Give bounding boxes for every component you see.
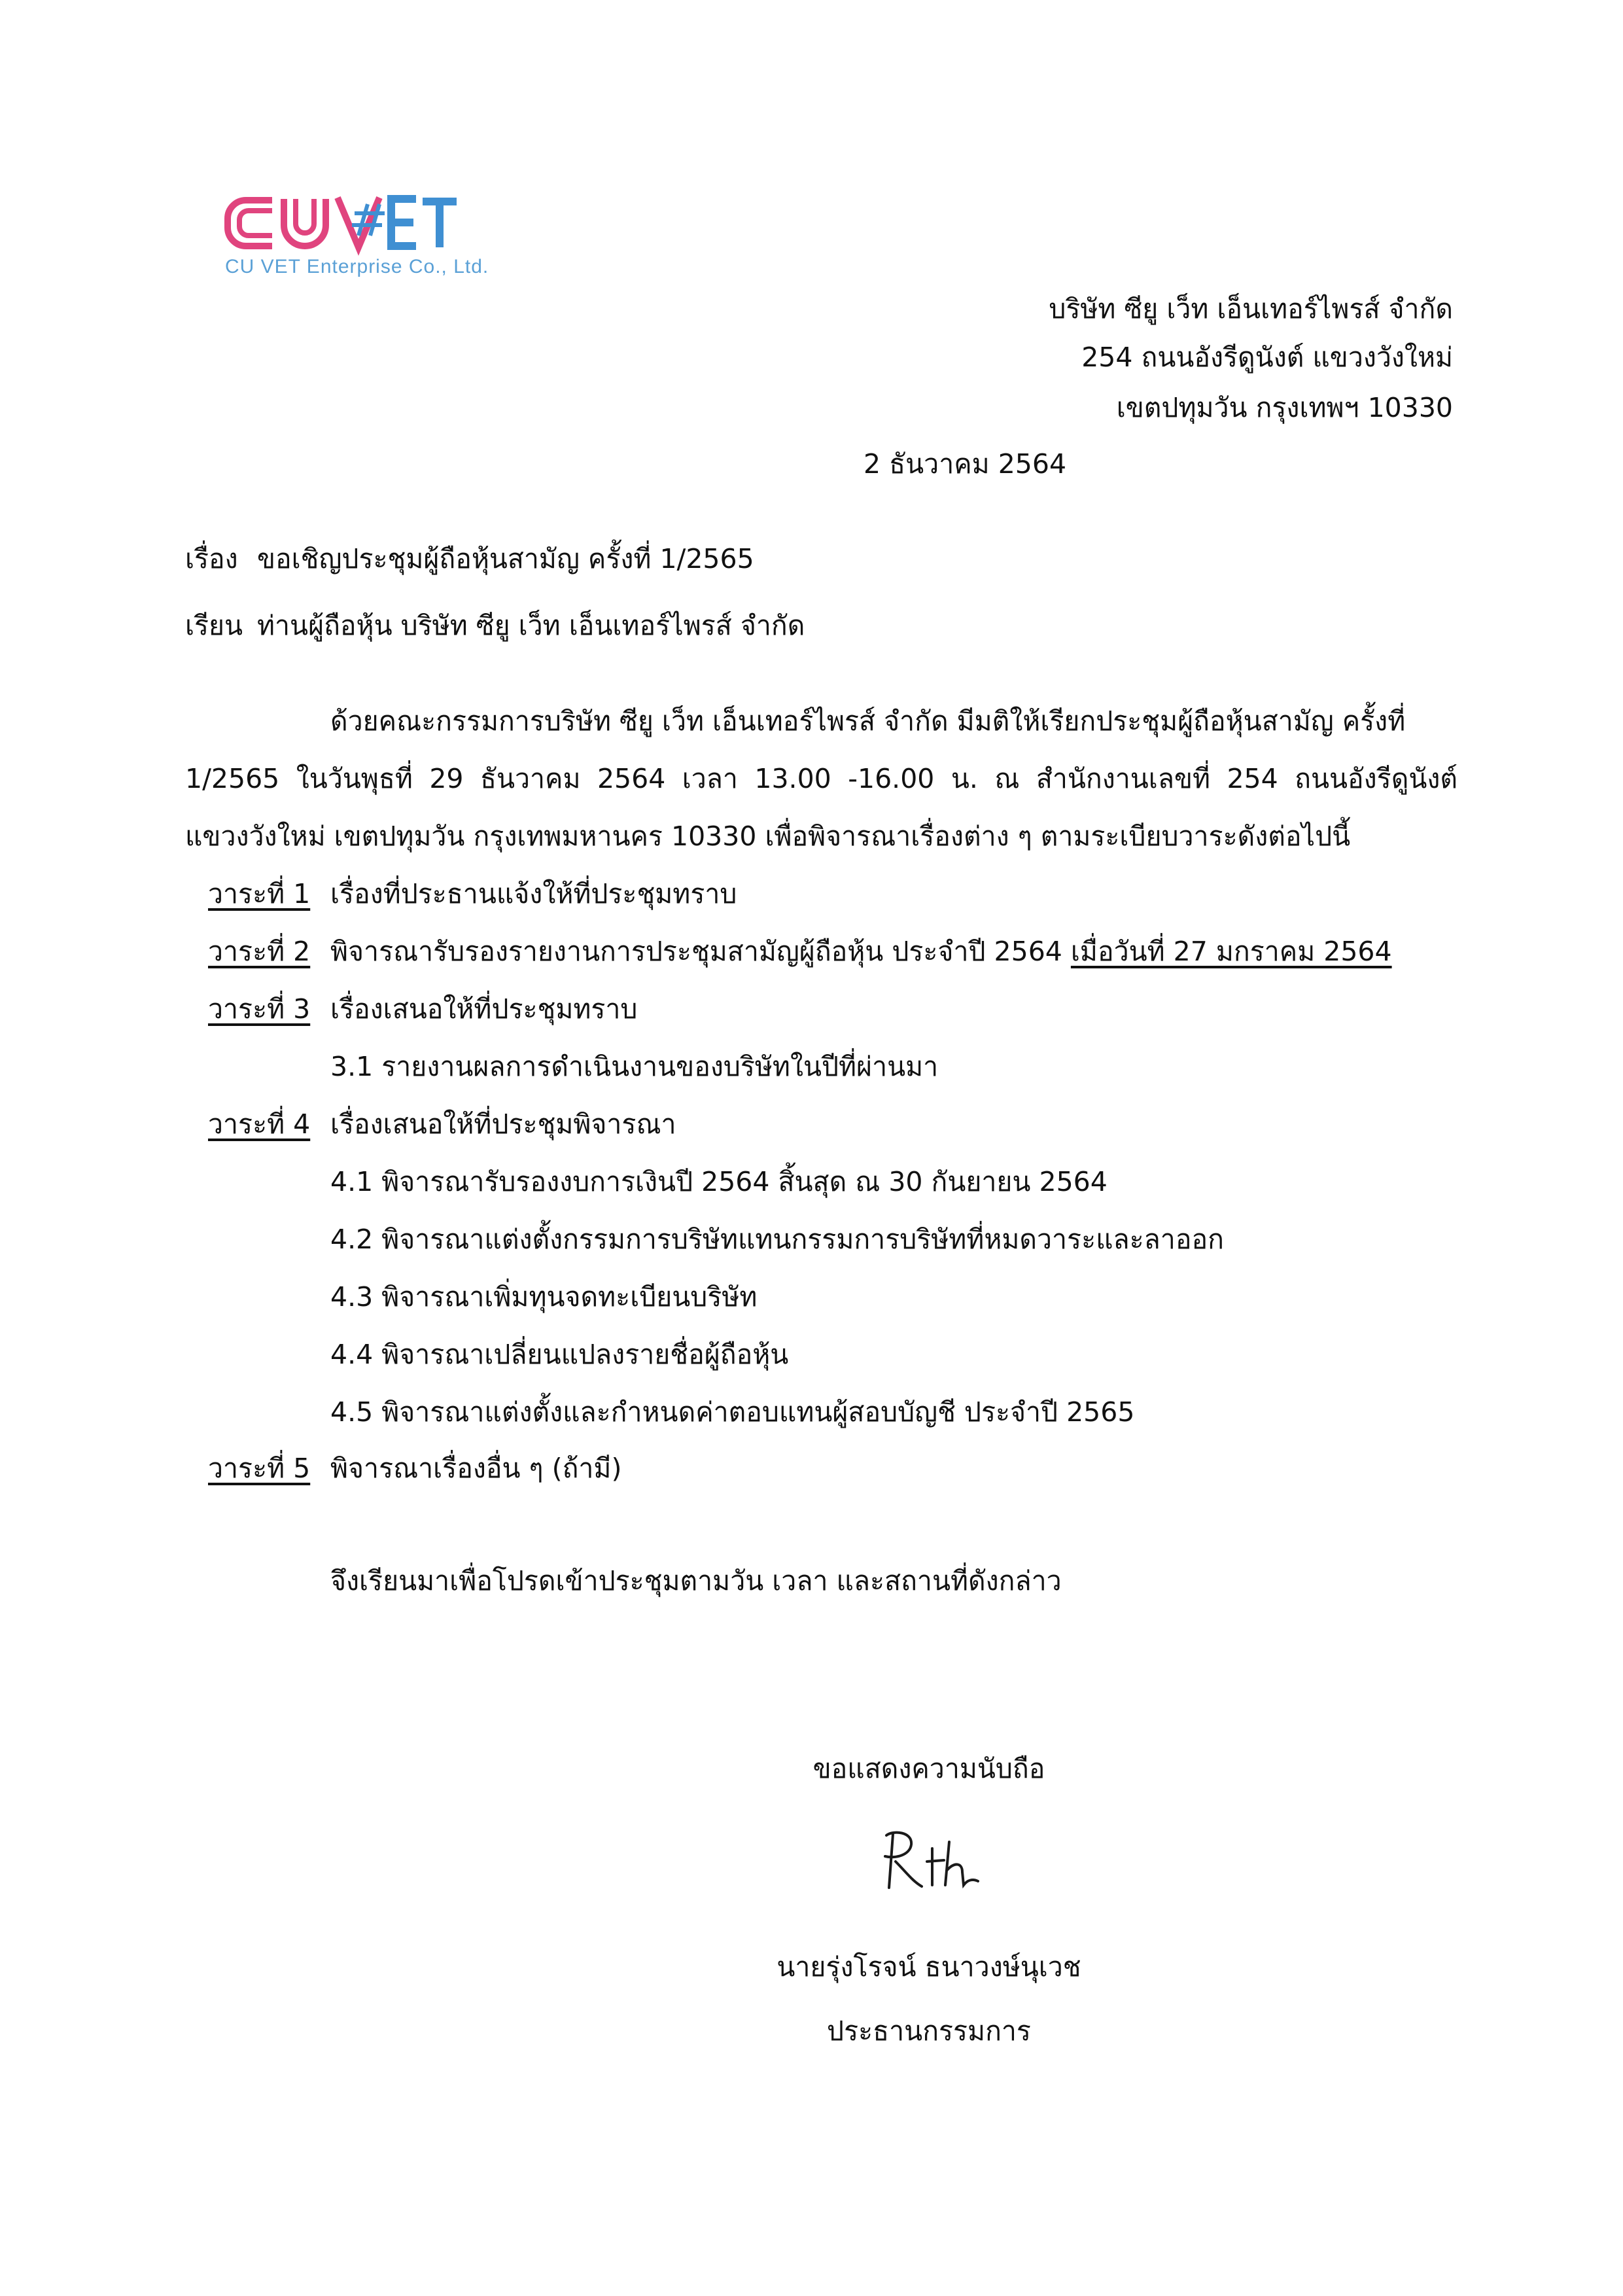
agenda-4-sub-item-4: 4.4 พิจารณาเปลี่ยนแปลงรายชื่อผู้ถือหุ้น (330, 1339, 789, 1370)
subject-label: เรื่อง (185, 543, 238, 574)
sender-address-line-3: เขตปทุมวัน กรุงเทพฯ 10330 (1116, 392, 1453, 423)
sender-address-line-2: 254 ถนนอังรีดูนังต์ แขวงวังใหม่ (1081, 342, 1453, 373)
body-paragraph-line-3: แขวงวังใหม่ เขตปทุมวัน กรุงเทพมหานคร 10330 เพื่อพิจารณาเรื่องต่าง ๆ ตามระเบียบวาระดังต่อไปนี้ (185, 821, 1351, 852)
subject-line (185, 542, 754, 576)
agenda-1-label: วาระที่ 1 (208, 878, 311, 910)
company-logo-tagline: CU VET Enterprise Co., Ltd. (225, 256, 489, 277)
sender-address-line-1: บริษัท ซียู เว็ท เอ็นเทอร์ไพรส์ จำกัด (1049, 293, 1453, 325)
agenda-3-text: เรื่องเสนอให้ที่ประชุมทราบ (330, 993, 638, 1025)
agenda-5-label: วาระที่ 5 (208, 1453, 311, 1484)
letter-date: 2 ธันวาคม 2564 (864, 448, 1067, 480)
recipient-label: เรียน (185, 610, 243, 641)
closing-line: จึงเรียนมาเพื่อโปรดเข้าประชุมตามวัน เวลา และสถานที่ดังกล่าว (330, 1565, 1062, 1597)
agenda-2-text (330, 934, 1392, 969)
signer-title: ประธานกรรมการ (827, 2015, 1031, 2047)
agenda-5-text: พิจารณาเรื่องอื่น ๆ (ถ้ามี) (330, 1453, 622, 1484)
body-paragraph-line-2: 1/2565 ในวันพุธที่ 29 ธันวาคม 2564 เวลา 13.00 -16.00 น. ณ สำนักงานเลขที่ 254 ถนนอังรีดูนังต์ (185, 763, 1457, 794)
regards-text: ขอแสดงความนับถือ (812, 1753, 1045, 1784)
recipient-text: ท่านผู้ถือหุ้น บริษัท ซียู เว็ท เอ็นเทอร์ไพรส์ จำกัด (257, 610, 805, 641)
body-paragraph-line-1: ด้วยคณะกรรมการบริษัท ซียู เว็ท เอ็นเทอร์ไพรส์ จำกัด มีมติให้เรียกประชุมผู้ถือหุ้นสามัญ ครั้งที่ (330, 705, 1406, 737)
agenda-2-label: วาระที่ 2 (208, 936, 311, 967)
signature-image (867, 1822, 991, 1901)
agenda-2-underlined-date: เมื่อวันที่ 27 มกราคม 2564 (1070, 936, 1392, 967)
recipient-line (185, 609, 805, 643)
agenda-2-main-text: พิจารณารับรองรายงานการประชุมสามัญผู้ถือหุ้น ประจำปี 2564 (330, 936, 1071, 967)
agenda-4-sub-item-5: 4.5 พิจารณาแต่งตั้งและกำหนดค่าตอบแทนผู้สอบบัญชี ประจำปี 2565 (330, 1396, 1135, 1428)
agenda-1-text: เรื่องที่ประธานแจ้งให้ที่ประชุมทราบ (330, 878, 737, 910)
signer-name: นายรุ่งโรจน์ ธนาวงษ์นุเวช (777, 1951, 1081, 1983)
agenda-3-sub-item-1: 3.1 รายงานผลการดำเนินงานของบริษัทในปีที่ผ่านมา (330, 1051, 939, 1082)
agenda-4-label: วาระที่ 4 (208, 1108, 311, 1140)
agenda-4-sub-item-1: 4.1 พิจารณารับรองงบการเงินปี 2564 สิ้นสุด ณ 30 กันยายน 2564 (330, 1166, 1108, 1197)
subject-text: ขอเชิญประชุมผู้ถือหุ้นสามัญ ครั้งที่ 1/2565 (257, 543, 754, 574)
agenda-4-sub-item-3: 4.3 พิจารณาเพิ่มทุนจดทะเบียนบริษัท (330, 1281, 758, 1313)
agenda-4-text: เรื่องเสนอให้ที่ประชุมพิจารณา (330, 1108, 676, 1140)
agenda-3-label: วาระที่ 3 (208, 993, 311, 1025)
agenda-4-sub-item-2: 4.2 พิจารณาแต่งตั้งกรรมการบริษัทแทนกรรมการบริษัทที่หมดวาระและลาออก (330, 1224, 1224, 1255)
